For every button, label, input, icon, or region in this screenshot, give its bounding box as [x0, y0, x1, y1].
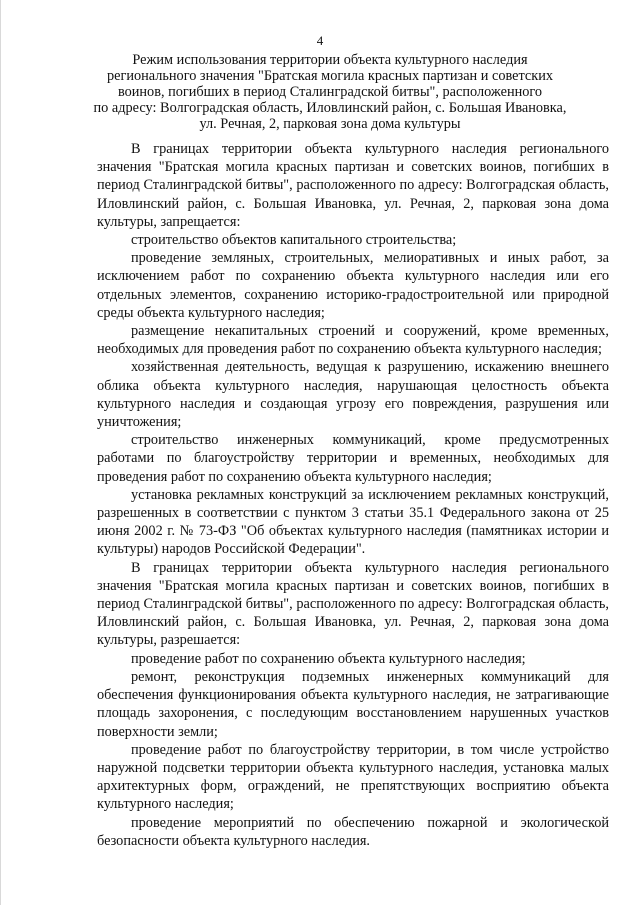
list-item-permitted: проведение работ по сохранению объекта культурного наследия; [131, 650, 526, 667]
list-item-prohibited: строительство объектов капитального строительства; [131, 232, 457, 249]
list-item-prohibited: размещение некапитальных строений и сооружений, кроме временных, необходимых для проведения работ по сохранению объекта культурного наследия; [97, 323, 609, 358]
document-body [97, 140, 609, 850]
paragraph-prohibited-intro: В границах территории объекта культурного наследия регионального значения "Братская могила красных партизан и советских воинов, погибших в период Сталинградской битвы", расположенного по адресу: Волгоградская область, Иловлинский район, с. Большая Ивановка, ул. Речная, 2, парковая зона дома культуры, запрещается: [97, 141, 609, 230]
list-item-prohibited: проведение земляных, строительных, мелиоративных и иных работ, за исключением работ по сохранению объекта культурного наследия или его отдельных элементов, сохранению историко-градостроительной или природной среды объекта культурного наследия; [97, 250, 609, 321]
title-line: Режим использования территории объекта культурного наследия [132, 52, 528, 68]
page-number: 4 [316, 33, 324, 48]
title-line: воинов, погибших в период Сталинградской битвы", расположенного [117, 84, 543, 100]
scan-edge-line [0, 0, 1, 905]
paragraph-permitted-intro: В границах территории объекта культурного наследия регионального значения "Братская могила красных партизан и советских воинов, погибших в период Сталинградской битвы", расположенного по адресу: Волгоградская область, Иловлинский район, с. Большая Ивановка, ул. Речная, 2, парковая зона дома культуры, разрешается: [97, 559, 609, 649]
title-line: регионального значения "Братская могила красных партизан и советских [106, 68, 554, 84]
title-line: по адресу: Волгоградская область, Иловлинский район, с. Большая Ивановка, [93, 100, 567, 116]
list-item-prohibited: хозяйственная деятельность, ведущая к разрушению, искажению внешнего облика объекта культурного наследия, нарушающая целостность объекта культурного наследия и создающая угрозу его повреждения, разрушения или уничтожения; [97, 359, 609, 431]
document-title [80, 52, 580, 132]
list-item-prohibited: установка рекламных конструкций за исключением рекламных конструкций, разрешенных в соответствии с пунктом 3 статьи 35.1 Федерального закона от 25 июня 2002 г. № 73-ФЗ "Об объектах культурного наследия (памятниках истории и культуры) народов Российской Федерации". [97, 486, 609, 558]
list-item-permitted: проведение мероприятий по обеспечению пожарной и экологической безопасности объекта культурного наследия. [97, 814, 609, 849]
list-item-permitted: ремонт, реконструкция подземных инженерных коммуникаций для обеспечения функционирования объекта культурного наследия, не затрагивающие площадь захоронения, с последующим восстановлением нарушенных участков поверхности земли; [97, 668, 609, 740]
list-item-permitted: проведение работ по благоустройству территории, в том числе устройство наружной подсветки территории объекта культурного наследия, установка малых архитектурных форм, ограждений, не препятствующих восприятию объекта культурного наследия; [97, 741, 609, 813]
title-line: ул. Речная, 2, парковая зона дома культуры [199, 116, 461, 132]
list-item-prohibited: строительство инженерных коммуникаций, кроме предусмотренных работами по благоустройству территории и временных, необходимых для проведения работ по сохранению объекта культурного наследия; [97, 432, 609, 485]
